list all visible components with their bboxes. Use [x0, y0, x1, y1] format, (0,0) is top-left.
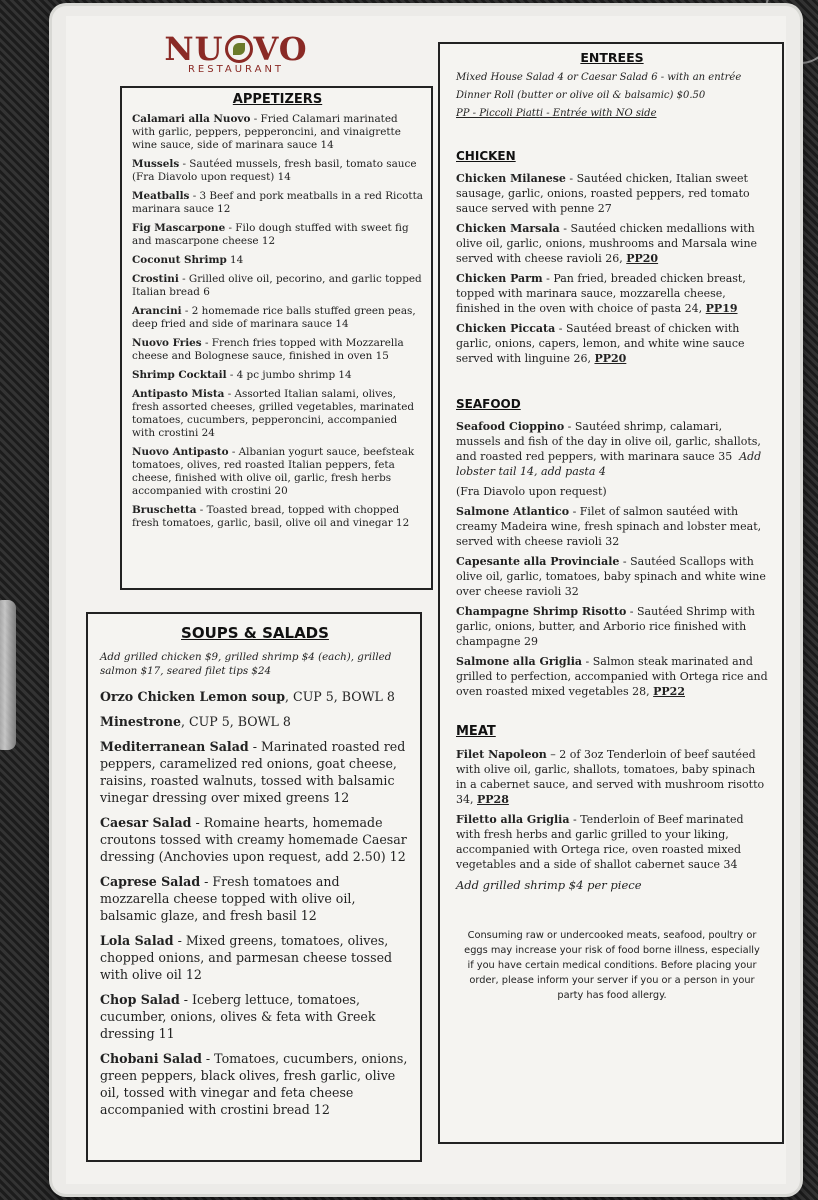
item-description: - Sautéed chicken medallions with olive oil, garlic, onions, mushrooms and Marsala wine served with cheese ravioli 26, — [456, 222, 758, 265]
item-description: - Sautéed Shrimp with garlic, onions, butter, and Arborio rice finished with champagne 29 — [456, 605, 755, 648]
fork-handle — [0, 600, 16, 750]
item-name: Chicken Marsala — [456, 222, 560, 235]
item-name: Meatballs — [132, 190, 190, 202]
menu-item — [132, 305, 423, 331]
soups-salads-section — [86, 612, 422, 1162]
menu-item — [100, 932, 410, 983]
menu-item — [456, 504, 768, 549]
item-description: - Fried Calamari marinated with garlic, peppers, pepperoncini, and vinaigrette wine sauce, side of marinara sauce 14 — [132, 113, 401, 151]
item-description: - Grilled olive oil, pecorino, and garlic topped Italian bread 6 — [132, 273, 422, 298]
menu-item — [132, 388, 423, 440]
menu-item — [456, 321, 768, 366]
item-name: Antipasto Mista — [132, 388, 225, 400]
menu-item — [456, 221, 768, 266]
item-description: 14 — [226, 254, 244, 266]
item-name: Chicken Piccata — [456, 322, 556, 335]
dinner-roll-note: Dinner Roll (butter or olive oil & balsamic) $0.50 — [456, 90, 706, 101]
item-description: - 4 pc jumbo shrimp 14 — [226, 369, 352, 381]
item-name: Coconut Shrimp — [132, 254, 227, 266]
menu-item — [132, 113, 423, 152]
menu-item — [100, 713, 410, 730]
meat-list — [456, 747, 768, 872]
item-description: , CUP 5, BOWL 8 — [181, 714, 291, 729]
menu-item — [132, 158, 423, 184]
item-description: - Tomatoes, cucumbers, onions, green peppers, black olives, fresh garlic, olive oil, tossed with vinegar and feta cheese accompanied with crostini bread 12 — [100, 1051, 408, 1117]
item-name: Chop Salad — [100, 992, 180, 1007]
item-description: - Sautéed shrimp, calamari, mussels and fish of the day in olive oil, garlic, shallots, and roasted red peppers, with marinara sauce 35 — [456, 420, 761, 463]
item-name: Nuovo Fries — [132, 337, 202, 349]
menu-item — [456, 654, 768, 699]
piccoli-piatti-price: PP19 — [705, 302, 738, 315]
restaurant-logo — [106, 32, 366, 75]
item-description: - Marinated roasted red peppers, caramelized red onions, goat cheese, raisins, roasted walnuts, tossed with balsamic vinegar dressing over mixed greens 12 — [100, 739, 406, 805]
soups-salads-list — [100, 688, 410, 1118]
item-description: - Sautéed breast of chicken with garlic, onions, capers, lemon, and white wine sauce served with linguine 26, — [456, 322, 745, 365]
item-description: - Filet of salmon sautéed with creamy Madeira wine, fresh spinach and lobster meat, served with cheese ravioli 32 — [456, 505, 762, 548]
item-name: Champagne Shrimp Risotto — [456, 605, 627, 618]
menu-item — [132, 190, 423, 216]
piccoli-piatti-price: PP28 — [477, 793, 509, 806]
item-name: Lola Salad — [100, 933, 174, 948]
menu-item — [100, 688, 410, 705]
menu-item — [132, 273, 423, 299]
item-name: Salmone Atlantico — [456, 505, 570, 518]
item-description: – 2 of 3oz Tenderloin of beef sautéed with olive oil, garlic, shallots, tomatoes, baby spinach in a cabernet sauce, and served with mushroom risotto 34, — [456, 748, 765, 806]
item-description: - Tenderloin of Beef marinated with fresh herbs and garlic grilled to your liking, accompanied with Ortega rice, oven roasted mixed vegetables and a side of shallot cabernet sauce 34 — [456, 813, 744, 871]
menu-item — [132, 222, 423, 248]
chicken-list — [456, 171, 768, 366]
piccoli-piatti-price: PP22 — [653, 685, 685, 698]
item-name: Orzo Chicken Lemon soup — [100, 689, 286, 704]
item-name: Mediterranean Salad — [100, 739, 249, 754]
item-description: - Pan fried, breaded chicken breast, topped with marinara sauce, mozzarella cheese, finished in the oven with choice of pasta 24, — [456, 272, 746, 315]
item-name: Filetto alla Griglia — [456, 813, 570, 826]
logo-wordmark: NU VO — [164, 30, 308, 68]
item-name: Nuovo Antipasto — [132, 446, 229, 458]
logo-subtitle: RESTAURANT — [187, 64, 285, 75]
item-name: Chobani Salad — [100, 1051, 202, 1066]
item-description: - Sautéed chicken, Italian sweet sausage, garlic, onions, roasted peppers, red tomato sauce served with penne 27 — [456, 172, 750, 215]
entrees-title: ENTREES — [580, 50, 644, 65]
entrees-section — [438, 42, 784, 1144]
menu-item — [456, 747, 768, 807]
menu-item — [100, 814, 410, 865]
item-name: Chicken Parm — [456, 272, 543, 285]
menu-item — [132, 254, 423, 267]
add-shrimp-note: Add grilled shrimp $4 per piece — [456, 878, 642, 892]
item-description: - Mixed greens, tomatoes, olives, chopped onions, and parmesan cheese tossed with olive oil 12 — [100, 933, 393, 982]
olive-icon — [225, 35, 253, 63]
menu-item — [456, 604, 768, 649]
item-name: Arancini — [132, 305, 182, 317]
menu-item — [456, 419, 768, 479]
entree-side-salad-note: Mixed House Salad 4 or Caesar Salad 6 - with an entrée — [456, 72, 742, 83]
menu-item — [100, 873, 410, 924]
item-description: - Romaine hearts, homemade croutons tossed with creamy homemade Caesar dressing (Anchovies upon request, add 2.50) 12 — [100, 815, 407, 864]
appetizers-section — [120, 86, 433, 590]
menu-item — [456, 271, 768, 316]
menu-item — [132, 504, 423, 530]
item-description: , CUP 5, BOWL 8 — [285, 689, 395, 704]
item-name: Minestrone — [100, 714, 182, 729]
seafood-list — [456, 504, 768, 699]
item-name: Calamari alla Nuovo — [132, 113, 251, 125]
item-description: - Assorted Italian salami, olives, fresh assorted cheeses, grilled vegetables, marinated tomatoes, cucumbers, pepperoncini, accompanied with crostini 24 — [132, 388, 415, 439]
cioppino-add-ons: Add lobster tail 14, add pasta 4 — [456, 450, 762, 478]
menu-item — [100, 738, 410, 806]
cioppino-note: (Fra Diavolo upon request) — [456, 485, 607, 498]
chicken-title: CHICKEN — [456, 149, 516, 163]
item-name: Shrimp Cocktail — [132, 369, 227, 381]
item-description: - Fresh tomatoes and mozzarella cheese topped with olive oil, balsamic glaze, and fresh basil 12 — [100, 874, 356, 923]
food-safety-warning: Consuming raw or undercooked meats, seafood, poultry or eggs may increase your risk of food borne illness, especially if you have certain medical conditions. Before placing your order, please inform your server if you or a person in your party has food allergy. — [464, 930, 760, 1001]
piccoli-piatti-price: PP20 — [626, 252, 659, 265]
item-description: - 2 homemade rice balls stuffed green peas, deep fried and side of marinara sauce 14 — [132, 305, 416, 330]
item-name: Fig Mascarpone — [132, 222, 226, 234]
item-name: Filet Napoleon — [456, 748, 547, 761]
item-description: - Toasted bread, topped with chopped fresh tomatoes, garlic, basil, olive oil and vinegar 12 — [132, 504, 410, 529]
item-name: Chicken Milanese — [456, 172, 566, 185]
item-description: - Salmon steak marinated and grilled to perfection, accompanied with Ortega rice and oven roasted mixed vegetables 28, — [456, 655, 768, 698]
item-name: Salmone alla Griglia — [456, 655, 583, 668]
meat-title: MEAT — [456, 724, 496, 739]
seafood-title: SEAFOOD — [456, 397, 521, 411]
menu-item — [100, 1050, 410, 1118]
item-name: Caesar Salad — [100, 815, 192, 830]
item-name: Mussels — [132, 158, 180, 170]
menu-item — [456, 812, 768, 872]
item-name: Crostini — [132, 273, 179, 285]
menu-item — [132, 369, 423, 382]
item-name: Bruschetta — [132, 504, 197, 516]
item-description: - Albanian yogurt sauce, beefsteak tomatoes, olives, red roasted Italian peppers, feta cheese, finished with olive oil, garlic, fresh herbs accompanied with crostini 20 — [132, 446, 415, 497]
menu-item — [456, 171, 768, 216]
piccoli-piatti-note: PP - Piccoli Piatti - Entrée with NO side — [456, 108, 657, 119]
item-name: Capesante alla Provinciale — [456, 555, 620, 568]
item-description: - Sautéed Scallops with olive oil, garlic, tomatoes, baby spinach and white wine over cheese ravioli 32 — [456, 555, 766, 598]
add-protein-note: Add grilled chicken $9, grilled shrimp $4 (each), grilled salmon $17, seared filet tips $24 — [100, 651, 392, 677]
item-description: - Filo dough stuffed with sweet fig and mascarpone cheese 12 — [132, 222, 409, 247]
menu-item — [100, 991, 410, 1042]
appetizers-list — [132, 113, 423, 530]
item-description: - 3 Beef and pork meatballs in a red Ricotta marinara sauce 12 — [132, 190, 423, 215]
soups-salads-title: SOUPS & SALADS — [181, 624, 329, 642]
piccoli-piatti-price: PP20 — [594, 352, 627, 365]
menu-item — [132, 446, 423, 498]
item-name: Seafood Cioppino — [456, 420, 565, 433]
menu-item — [456, 554, 768, 599]
item-name: Caprese Salad — [100, 874, 201, 889]
item-description: - Sautéed mussels, fresh basil, tomato sauce (Fra Diavolo upon request) 14 — [132, 158, 417, 183]
item-description: - French fries topped with Mozzarella cheese and Bolognese sauce, finished in oven 15 — [132, 337, 404, 362]
item-description: - Iceberg lettuce, tomatoes, cucumber, onions, olives & feta with Greek dressing 11 — [100, 992, 376, 1041]
menu-item — [132, 337, 423, 363]
appetizers-title: APPETIZERS — [232, 92, 323, 107]
